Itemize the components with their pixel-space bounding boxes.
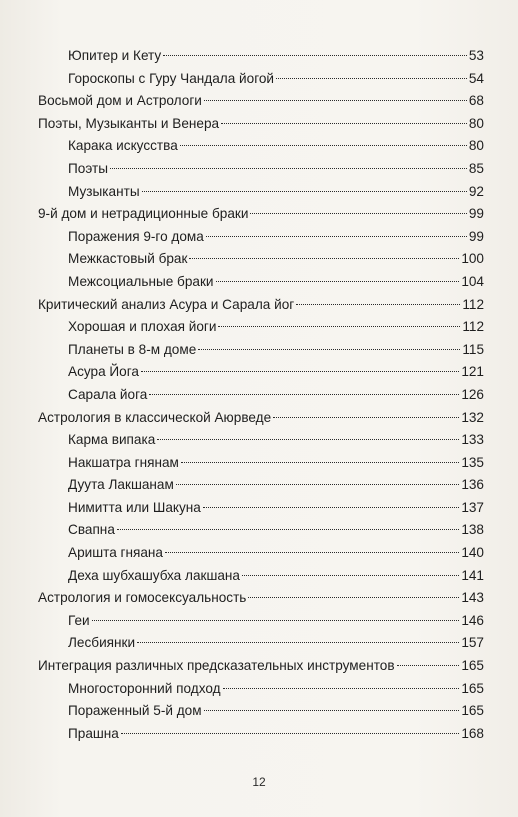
toc-entry-title: Поэты, Музыканты и Венера <box>38 115 220 131</box>
toc-entry-page: 80 <box>468 138 484 154</box>
toc-entry-page: 53 <box>468 48 484 63</box>
toc-entry-page: 99 <box>468 206 484 222</box>
toc-section-entry <box>38 632 484 655</box>
toc-dot-leader <box>176 484 459 485</box>
toc-entry-title: Межсоциальные браки <box>68 273 214 289</box>
toc-entry-title: Юпитер и Кету <box>68 48 162 63</box>
toc-entry-page: 135 <box>461 454 484 470</box>
toc-dot-leader <box>157 439 459 440</box>
toc-entry-title: Лесбиянки <box>68 635 136 651</box>
toc-entry-title: Асура Йога <box>68 364 139 380</box>
toc-entry-title: Гороскопы с Гуру Чандала йогой <box>68 70 275 86</box>
toc-entry-title: 9-й дом и нетрадиционные браки <box>38 206 249 222</box>
toc-entry-title: Карма випака <box>68 432 156 448</box>
toc-entry-title: Многосторонний подход <box>68 680 221 696</box>
toc-section-entry <box>38 45 484 68</box>
toc-entry-page: 137 <box>461 499 484 515</box>
toc-chapter-entry <box>38 407 484 430</box>
table-of-contents <box>38 45 484 745</box>
toc-entry-title: Хорошая и плохая йоги <box>68 319 217 335</box>
toc-section-entry <box>38 248 484 271</box>
toc-dot-leader <box>273 417 459 418</box>
toc-dot-leader <box>141 371 459 372</box>
toc-section-entry <box>38 339 484 362</box>
toc-dot-leader <box>206 236 467 237</box>
toc-dot-leader <box>204 100 467 101</box>
toc-entry-page: 138 <box>461 522 484 538</box>
toc-section-entry <box>38 723 484 746</box>
toc-section-entry <box>38 565 484 588</box>
toc-entry-title: Поэты <box>68 160 108 176</box>
toc-dot-leader <box>163 55 467 56</box>
toc-entry-page: 100 <box>461 251 484 267</box>
toc-entry-page: 126 <box>461 386 484 402</box>
toc-dot-leader <box>92 620 460 621</box>
toc-entry-title: Свапна <box>68 522 115 538</box>
toc-dot-leader <box>149 394 459 395</box>
toc-section-entry <box>38 542 484 565</box>
toc-entry-title: Планеты в 8-м доме <box>68 341 197 357</box>
toc-entry-page: 143 <box>461 590 484 606</box>
toc-chapter-entry <box>38 90 484 113</box>
toc-entry-title: Интеграция различных предсказательных инструментов <box>38 658 395 674</box>
toc-dot-leader <box>296 304 460 305</box>
toc-section-entry <box>38 497 484 520</box>
toc-entry-page: 112 <box>462 319 484 335</box>
toc-dot-leader <box>198 349 460 350</box>
toc-entry-page: 92 <box>468 183 484 199</box>
toc-dot-leader <box>203 507 459 508</box>
toc-chapter-entry <box>38 655 484 678</box>
toc-entry-page: 136 <box>461 477 484 493</box>
toc-entry-title: Накшатра гнянам <box>68 454 179 470</box>
toc-section-entry <box>38 316 484 339</box>
toc-entry-title: Сарала йога <box>68 386 148 402</box>
toc-dot-leader <box>137 642 459 643</box>
toc-entry-page: 165 <box>461 680 484 696</box>
toc-entry-page: 165 <box>461 658 484 674</box>
toc-entry-title: Критический анализ Асура и Сарала йог <box>38 296 295 312</box>
toc-section-entry <box>38 158 484 181</box>
toc-section-entry <box>38 474 484 497</box>
toc-entry-page: 68 <box>468 93 484 109</box>
toc-entry-page: 99 <box>468 228 484 244</box>
toc-dot-leader <box>189 258 459 259</box>
toc-entry-page: 133 <box>461 432 484 448</box>
toc-entry-page: 80 <box>468 115 484 131</box>
toc-section-entry <box>38 181 484 204</box>
toc-entry-title: Дуута Лакшанам <box>68 477 174 493</box>
toc-section-entry <box>38 452 484 475</box>
toc-dot-leader <box>242 575 459 576</box>
toc-entry-page: 85 <box>468 160 484 176</box>
toc-entry-page: 121 <box>461 364 484 380</box>
toc-dot-leader <box>223 688 460 689</box>
toc-entry-page: 140 <box>461 545 484 561</box>
toc-chapter-entry <box>38 113 484 136</box>
toc-entry-title: Карака искусства <box>68 138 178 154</box>
toc-entry-page: 112 <box>462 296 484 312</box>
toc-section-entry <box>38 361 484 384</box>
toc-section-entry <box>38 700 484 723</box>
toc-dot-leader <box>110 168 467 169</box>
toc-entry-page: 104 <box>461 273 484 289</box>
toc-section-entry <box>38 384 484 407</box>
toc-chapter-entry <box>38 587 484 610</box>
toc-entry-title: Аришта гняана <box>68 545 163 561</box>
toc-entry-page: 168 <box>461 725 484 741</box>
toc-dot-leader <box>397 665 460 666</box>
toc-section-entry <box>38 519 484 542</box>
toc-dot-leader <box>221 123 467 124</box>
toc-entry-title: Нимитта или Шакуна <box>68 499 201 515</box>
toc-entry-title: Геи <box>68 612 90 628</box>
toc-entry-page: 132 <box>461 409 484 425</box>
toc-dot-leader <box>276 78 467 79</box>
toc-entry-title: Деха шубхашубха лакшана <box>68 567 240 583</box>
toc-entry-title: Музыканты <box>68 183 140 199</box>
toc-section-entry <box>38 678 484 701</box>
toc-section-entry <box>38 610 484 633</box>
toc-dot-leader <box>180 145 467 146</box>
toc-section-entry <box>38 68 484 91</box>
toc-section-entry <box>38 135 484 158</box>
toc-chapter-entry <box>38 294 484 317</box>
toc-entry-title: Прашна <box>68 725 119 741</box>
toc-entry-page: 146 <box>461 612 484 628</box>
toc-entry-title: Межкастовый брак <box>68 251 188 267</box>
toc-dot-leader <box>165 552 459 553</box>
toc-dot-leader <box>248 597 459 598</box>
toc-dot-leader <box>142 191 467 192</box>
toc-entry-page: 141 <box>461 567 484 583</box>
toc-entry-title: Поражения 9-го дома <box>68 228 204 244</box>
toc-dot-leader <box>204 710 460 711</box>
toc-entry-page: 54 <box>468 70 484 86</box>
toc-entry-page: 157 <box>461 635 484 651</box>
toc-entry-title: Астрология в классической Аюрведе <box>38 409 272 425</box>
toc-dot-leader <box>181 462 459 463</box>
toc-dot-leader <box>250 213 466 214</box>
toc-dot-leader <box>218 326 460 327</box>
toc-dot-leader <box>216 281 460 282</box>
toc-section-entry <box>38 429 484 452</box>
toc-chapter-entry <box>38 203 484 226</box>
toc-dot-leader <box>117 529 459 530</box>
toc-dot-leader <box>121 733 459 734</box>
toc-entry-title: Восьмой дом и Астрологи <box>38 93 202 109</box>
toc-section-entry <box>38 226 484 249</box>
page-number: 12 <box>252 775 266 789</box>
toc-entry-page: 165 <box>461 703 484 719</box>
toc-entry-page: 115 <box>462 341 484 357</box>
toc-entry-title: Астрология и гомосексуальность <box>38 590 247 606</box>
toc-entry-title: Пораженный 5-й дом <box>68 703 202 719</box>
toc-section-entry <box>38 271 484 294</box>
